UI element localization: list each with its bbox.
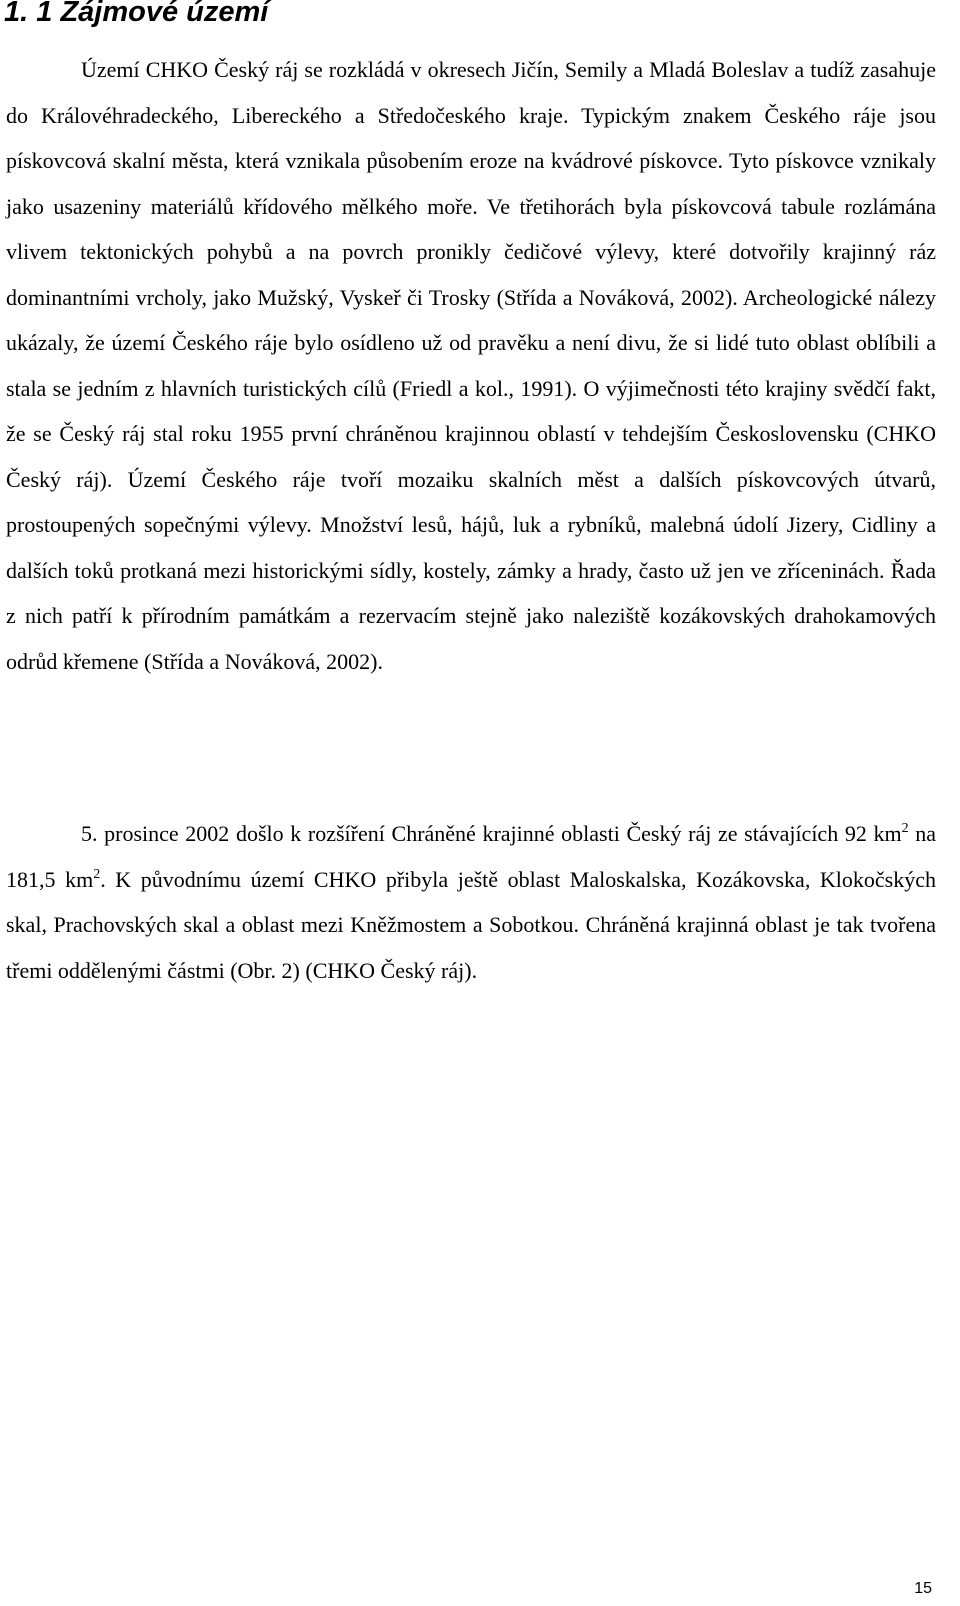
section-number: 1. 1 [4,0,53,28]
section-heading [4,0,268,30]
paragraph-text: 5. prosince 2002 došlo k rozšíření Chráněné krajinné oblasti Český ráj ze stávajících 92 km [81,821,902,846]
section-title: Zájmové území [60,0,269,28]
paragraph-text: na 181,5 km [6,821,936,892]
paragraph-text: . K původnímu území CHKO přibyla ještě oblast Maloskalska, Kozákovska, Klokočských skal, Prachovských skal a oblast mezi Kněžmostem a Sobotkou. Chráněná krajinná oblast je tak tvořena třemi oddělenými částmi (Obr. 2) (CHKO Český ráj). [6,866,936,983]
body-paragraph: Území CHKO Český ráj se rozkládá v okresech Jičín, Semily a Mladá Boleslav a tudíž zasahuje do Královéhradeckého, Libereckého a Středočeského kraje. Typickým znakem Českého ráje jsou pískovcová skalní města, která vznikala působením eroze na kvádrové pískovce. Tyto pískovce vznikaly jako usazeniny materiálů křídového mělkého moře. Ve třetihorách byla pískovcová tabule rozlámána vlivem tektonických pohybů a na povrch pronikly čedičové výlevy, které dotvořily krajinný ráz dominantními vrcholy, jako Mužský, Vyskeř či Trosky (Střída a Nováková, 2002). Archeologické nálezy ukázaly, že území Českého ráje bylo osídleno už od pravěku a není divu, že si lidé tuto oblast oblíbili a stala se jedním z hlavních turistických cílů (Friedl a kol., 1991). O výjimečnosti této krajiny svědčí fakt, že se Český ráj stal roku 1955 první chráněnou krajinnou oblastí v tehdejším Československu (CHKO Český ráj). Území Českého ráje tvoří mozaiku skalních měst a dalších pískovcových útvarů, prostoupených sopečnými výlevy. Množství lesů, hájů, luk a rybníků, malebná údolí Jizery, Cidliny a dalších toků protkaná mezi historickými sídly, kostely, zámky a hrady, často už jen ve zříceninách. Řada z nich patří k přírodním památkám a rezervacím stejně jako naleziště kozákovských drahokamových odrůd křemene (Střída a Nováková, 2002). [6,57,936,674]
superscript: 2 [93,866,101,882]
body-paragraph [6,811,936,993]
page-number: 15 [914,1580,932,1597]
superscript: 2 [901,821,909,836]
